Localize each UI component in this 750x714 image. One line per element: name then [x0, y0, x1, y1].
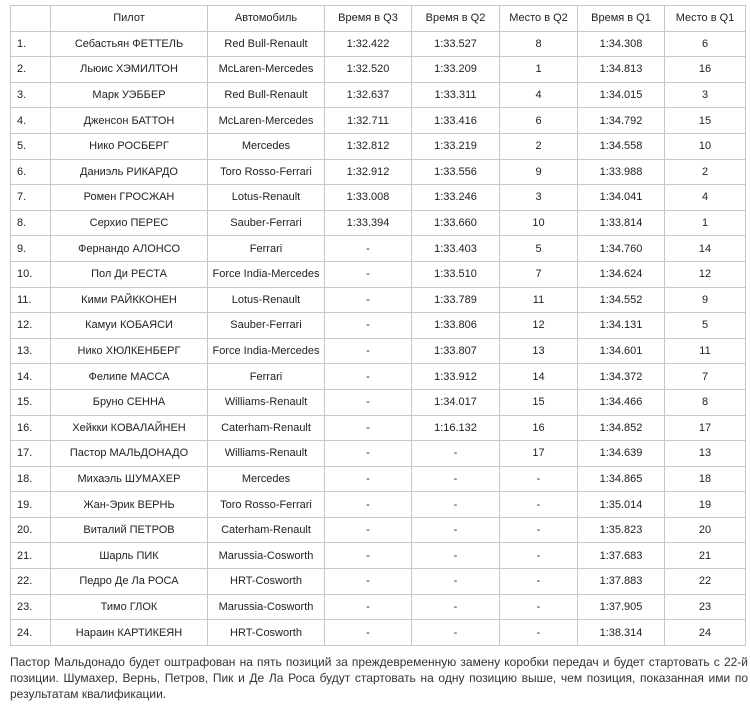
- cell-q2-time: 1:33.246: [412, 185, 500, 211]
- cell-position: 19.: [11, 492, 51, 518]
- table-body: [11, 31, 746, 645]
- cell-q2-time: -: [412, 492, 500, 518]
- cell-driver: Льюис ХЭМИЛТОН: [51, 57, 208, 83]
- cell-q1-time: 1:37.683: [578, 543, 665, 569]
- header-driver: Пилот: [51, 6, 208, 32]
- table-row: [11, 261, 746, 287]
- cell-q1-time: 1:34.372: [578, 364, 665, 390]
- cell-q2-place: 4: [500, 82, 578, 108]
- cell-q3-time: -: [325, 338, 412, 364]
- header-q3-time: Время в Q3: [325, 6, 412, 32]
- cell-driver: Кими РАЙККОНЕН: [51, 287, 208, 313]
- cell-q3-time: -: [325, 543, 412, 569]
- table-row: [11, 210, 746, 236]
- table-row: [11, 236, 746, 262]
- cell-position: 5.: [11, 133, 51, 159]
- cell-position: 14.: [11, 364, 51, 390]
- cell-car: Mercedes: [208, 133, 325, 159]
- cell-q1-place: 14: [665, 236, 746, 262]
- cell-q2-time: 1:33.807: [412, 338, 500, 364]
- cell-position: 20.: [11, 517, 51, 543]
- table-row: [11, 287, 746, 313]
- cell-position: 3.: [11, 82, 51, 108]
- cell-q2-place: 2: [500, 133, 578, 159]
- cell-driver: Пастор МАЛЬДОНАДО: [51, 441, 208, 467]
- cell-q2-place: -: [500, 517, 578, 543]
- cell-car: HRT-Cosworth: [208, 620, 325, 646]
- cell-q1-time: 1:33.814: [578, 210, 665, 236]
- cell-q1-place: 18: [665, 466, 746, 492]
- cell-q2-place: -: [500, 620, 578, 646]
- cell-car: Lotus-Renault: [208, 287, 325, 313]
- cell-q2-place: 8: [500, 31, 578, 57]
- cell-q2-time: -: [412, 543, 500, 569]
- cell-q3-time: -: [325, 364, 412, 390]
- cell-q1-time: 1:34.601: [578, 338, 665, 364]
- cell-q2-place: -: [500, 543, 578, 569]
- cell-q3-time: -: [325, 287, 412, 313]
- cell-driver: Серхио ПЕРЕС: [51, 210, 208, 236]
- cell-q2-place: 1: [500, 57, 578, 83]
- cell-q3-time: 1:32.422: [325, 31, 412, 57]
- cell-q1-time: 1:34.041: [578, 185, 665, 211]
- cell-q1-time: 1:34.015: [578, 82, 665, 108]
- cell-q2-time: -: [412, 466, 500, 492]
- cell-q1-time: 1:37.905: [578, 594, 665, 620]
- cell-position: 4.: [11, 108, 51, 134]
- cell-car: Red Bull-Renault: [208, 82, 325, 108]
- cell-q2-time: 1:33.416: [412, 108, 500, 134]
- cell-car: Sauber-Ferrari: [208, 313, 325, 339]
- cell-q3-time: -: [325, 466, 412, 492]
- cell-q1-time: 1:34.552: [578, 287, 665, 313]
- cell-q1-time: 1:34.865: [578, 466, 665, 492]
- cell-q2-place: -: [500, 492, 578, 518]
- cell-driver: Себастьян ФЕТТЕЛЬ: [51, 31, 208, 57]
- cell-q3-time: -: [325, 517, 412, 543]
- cell-q1-place: 15: [665, 108, 746, 134]
- footnote-text: Пастор Мальдонадо будет оштрафован на пять позиций за преждевременную замену коробки передач и будет стартовать с 22-й позиции. Шумахер, Вернь, Петров, Пик и Де Ла Роса будут стартовать на одну позицию выше, чем позиция, показанная ими по результатам квалификации.: [10, 654, 748, 701]
- cell-q2-time: 1:33.510: [412, 261, 500, 287]
- cell-car: Williams-Renault: [208, 441, 325, 467]
- cell-driver: Фернандо АЛОНСО: [51, 236, 208, 262]
- cell-q1-time: 1:38.314: [578, 620, 665, 646]
- cell-car: McLaren-Mercedes: [208, 108, 325, 134]
- cell-driver: Виталий ПЕТРОВ: [51, 517, 208, 543]
- table-row: [11, 82, 746, 108]
- header-q1-time: Время в Q1: [578, 6, 665, 32]
- cell-q2-place: 12: [500, 313, 578, 339]
- cell-q3-time: -: [325, 620, 412, 646]
- cell-q1-place: 22: [665, 569, 746, 595]
- cell-q3-time: 1:32.637: [325, 82, 412, 108]
- cell-car: Marussia-Cosworth: [208, 543, 325, 569]
- cell-driver: Камуи КОБАЯСИ: [51, 313, 208, 339]
- cell-car: Sauber-Ferrari: [208, 210, 325, 236]
- cell-q1-place: 2: [665, 159, 746, 185]
- cell-q2-place: 5: [500, 236, 578, 262]
- cell-q1-time: 1:34.639: [578, 441, 665, 467]
- cell-q1-place: 6: [665, 31, 746, 57]
- cell-q1-place: 23: [665, 594, 746, 620]
- cell-q3-time: -: [325, 415, 412, 441]
- cell-driver: Нико ХЮЛКЕНБЕРГ: [51, 338, 208, 364]
- cell-q1-place: 10: [665, 133, 746, 159]
- cell-q2-time: -: [412, 594, 500, 620]
- cell-q1-place: 24: [665, 620, 746, 646]
- cell-q3-time: -: [325, 594, 412, 620]
- cell-position: 1.: [11, 31, 51, 57]
- cell-car: Ferrari: [208, 364, 325, 390]
- cell-driver: Фелипе МАССА: [51, 364, 208, 390]
- cell-driver: Жан-Эрик ВЕРНЬ: [51, 492, 208, 518]
- cell-driver: Даниэль РИКАРДО: [51, 159, 208, 185]
- header-q2-place: Место в Q2: [500, 6, 578, 32]
- cell-driver: Бруно СЕННА: [51, 389, 208, 415]
- cell-q1-time: 1:34.792: [578, 108, 665, 134]
- table-row: [11, 415, 746, 441]
- cell-position: 6.: [11, 159, 51, 185]
- cell-q3-time: 1:32.912: [325, 159, 412, 185]
- cell-q3-time: 1:32.711: [325, 108, 412, 134]
- cell-q2-place: 9: [500, 159, 578, 185]
- cell-car: Force India-Mercedes: [208, 261, 325, 287]
- cell-q2-place: -: [500, 466, 578, 492]
- cell-q1-time: 1:34.624: [578, 261, 665, 287]
- cell-q2-place: 11: [500, 287, 578, 313]
- cell-position: 22.: [11, 569, 51, 595]
- table-row: [11, 159, 746, 185]
- cell-q3-time: -: [325, 313, 412, 339]
- cell-q2-place: 6: [500, 108, 578, 134]
- cell-q2-time: 1:33.209: [412, 57, 500, 83]
- cell-q2-time: 1:16.132: [412, 415, 500, 441]
- cell-driver: Марк УЭББЕР: [51, 82, 208, 108]
- cell-q1-time: 1:35.823: [578, 517, 665, 543]
- cell-car: Mercedes: [208, 466, 325, 492]
- cell-q2-time: 1:33.527: [412, 31, 500, 57]
- cell-q1-place: 13: [665, 441, 746, 467]
- cell-q2-time: 1:33.912: [412, 364, 500, 390]
- table-row: [11, 569, 746, 595]
- cell-q2-place: 17: [500, 441, 578, 467]
- cell-q3-time: -: [325, 492, 412, 518]
- qualifying-results-table: [10, 5, 746, 646]
- cell-q1-time: 1:34.558: [578, 133, 665, 159]
- cell-driver: Нараин КАРТИКЕЯН: [51, 620, 208, 646]
- cell-q2-time: 1:33.660: [412, 210, 500, 236]
- cell-position: 16.: [11, 415, 51, 441]
- cell-q2-place: 15: [500, 389, 578, 415]
- cell-q1-time: 1:37.883: [578, 569, 665, 595]
- cell-q3-time: -: [325, 569, 412, 595]
- cell-q1-time: 1:34.131: [578, 313, 665, 339]
- cell-position: 21.: [11, 543, 51, 569]
- cell-driver: Нико РОСБЕРГ: [51, 133, 208, 159]
- cell-q2-time: 1:34.017: [412, 389, 500, 415]
- cell-q2-place: -: [500, 594, 578, 620]
- cell-q1-place: 12: [665, 261, 746, 287]
- cell-q3-time: 1:33.394: [325, 210, 412, 236]
- cell-q2-place: 14: [500, 364, 578, 390]
- cell-driver: Ромен ГРОСЖАН: [51, 185, 208, 211]
- cell-q2-time: -: [412, 517, 500, 543]
- header-position: [11, 6, 51, 32]
- cell-q2-time: 1:33.789: [412, 287, 500, 313]
- cell-q1-place: 19: [665, 492, 746, 518]
- cell-q2-time: 1:33.806: [412, 313, 500, 339]
- cell-q2-place: -: [500, 569, 578, 595]
- cell-q3-time: -: [325, 236, 412, 262]
- header-q2-time: Время в Q2: [412, 6, 500, 32]
- cell-car: Lotus-Renault: [208, 185, 325, 211]
- cell-q1-place: 9: [665, 287, 746, 313]
- cell-driver: Хейкки КОВАЛАЙНЕН: [51, 415, 208, 441]
- table-row: [11, 517, 746, 543]
- cell-q1-place: 8: [665, 389, 746, 415]
- cell-q2-time: 1:33.556: [412, 159, 500, 185]
- cell-position: 10.: [11, 261, 51, 287]
- cell-q2-time: 1:33.311: [412, 82, 500, 108]
- cell-q2-place: 3: [500, 185, 578, 211]
- cell-q1-time: 1:34.308: [578, 31, 665, 57]
- table-row: [11, 492, 746, 518]
- cell-position: 17.: [11, 441, 51, 467]
- table-row: [11, 594, 746, 620]
- cell-car: Caterham-Renault: [208, 415, 325, 441]
- table-row: [11, 313, 746, 339]
- cell-q2-place: 10: [500, 210, 578, 236]
- cell-position: 7.: [11, 185, 51, 211]
- cell-car: Williams-Renault: [208, 389, 325, 415]
- cell-q3-time: 1:32.812: [325, 133, 412, 159]
- cell-position: 8.: [11, 210, 51, 236]
- cell-car: Caterham-Renault: [208, 517, 325, 543]
- table-row: [11, 133, 746, 159]
- table-row: [11, 57, 746, 83]
- cell-driver: Тимо ГЛОК: [51, 594, 208, 620]
- cell-driver: Дженсон БАТТОН: [51, 108, 208, 134]
- cell-q3-time: 1:32.520: [325, 57, 412, 83]
- cell-position: 24.: [11, 620, 51, 646]
- cell-q2-time: -: [412, 441, 500, 467]
- cell-q2-time: 1:33.219: [412, 133, 500, 159]
- cell-q1-place: 17: [665, 415, 746, 441]
- cell-q1-place: 21: [665, 543, 746, 569]
- cell-q1-place: 5: [665, 313, 746, 339]
- cell-position: 9.: [11, 236, 51, 262]
- cell-q2-time: 1:33.403: [412, 236, 500, 262]
- cell-car: McLaren-Mercedes: [208, 57, 325, 83]
- table-row: [11, 31, 746, 57]
- cell-q1-place: 7: [665, 364, 746, 390]
- cell-q3-time: -: [325, 441, 412, 467]
- cell-driver: Пол Ди РЕСТА: [51, 261, 208, 287]
- table-row: [11, 364, 746, 390]
- table-row: [11, 543, 746, 569]
- table-row: [11, 185, 746, 211]
- cell-q3-time: 1:33.008: [325, 185, 412, 211]
- cell-q2-place: 13: [500, 338, 578, 364]
- cell-position: 18.: [11, 466, 51, 492]
- cell-car: HRT-Cosworth: [208, 569, 325, 595]
- cell-q2-time: -: [412, 620, 500, 646]
- cell-driver: Педро Де Ла РОСА: [51, 569, 208, 595]
- table-row: [11, 338, 746, 364]
- cell-q2-place: 16: [500, 415, 578, 441]
- cell-q1-place: 11: [665, 338, 746, 364]
- cell-q3-time: -: [325, 389, 412, 415]
- cell-q1-time: 1:34.852: [578, 415, 665, 441]
- cell-car: Toro Rosso-Ferrari: [208, 492, 325, 518]
- cell-car: Force India-Mercedes: [208, 338, 325, 364]
- cell-q2-place: 7: [500, 261, 578, 287]
- table-row: [11, 108, 746, 134]
- cell-q1-time: 1:33.988: [578, 159, 665, 185]
- cell-position: 13.: [11, 338, 51, 364]
- cell-q1-time: 1:34.466: [578, 389, 665, 415]
- cell-car: Ferrari: [208, 236, 325, 262]
- cell-q1-place: 1: [665, 210, 746, 236]
- cell-q1-place: 3: [665, 82, 746, 108]
- cell-position: 23.: [11, 594, 51, 620]
- cell-q1-place: 16: [665, 57, 746, 83]
- cell-position: 12.: [11, 313, 51, 339]
- table-row: [11, 620, 746, 646]
- cell-q1-time: 1:35.014: [578, 492, 665, 518]
- cell-driver: Шарль ПИК: [51, 543, 208, 569]
- cell-q3-time: -: [325, 261, 412, 287]
- table-header-row: [11, 6, 746, 32]
- cell-driver: Михаэль ШУМАХЕР: [51, 466, 208, 492]
- cell-position: 2.: [11, 57, 51, 83]
- cell-q1-place: 20: [665, 517, 746, 543]
- table-row: [11, 441, 746, 467]
- cell-car: Marussia-Cosworth: [208, 594, 325, 620]
- cell-position: 11.: [11, 287, 51, 313]
- cell-position: 15.: [11, 389, 51, 415]
- cell-q1-time: 1:34.813: [578, 57, 665, 83]
- cell-q1-time: 1:34.760: [578, 236, 665, 262]
- cell-q2-time: -: [412, 569, 500, 595]
- table-row: [11, 466, 746, 492]
- table-row: [11, 389, 746, 415]
- cell-q1-place: 4: [665, 185, 746, 211]
- header-car: Автомобиль: [208, 6, 325, 32]
- cell-car: Toro Rosso-Ferrari: [208, 159, 325, 185]
- cell-car: Red Bull-Renault: [208, 31, 325, 57]
- header-q1-place: Место в Q1: [665, 6, 746, 32]
